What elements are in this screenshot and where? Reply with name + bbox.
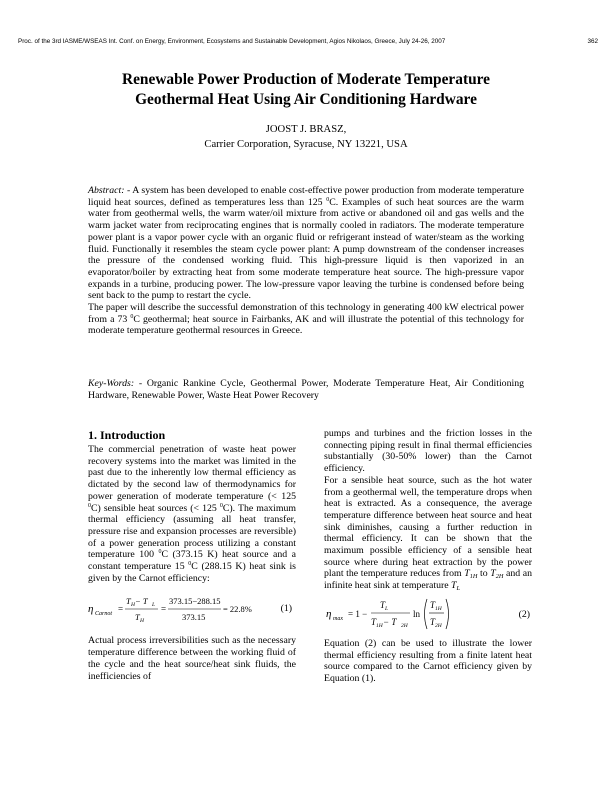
abstract-label: Abstract: [88, 185, 125, 196]
equation-1-graphic [88, 592, 258, 626]
svg-text:2H: 2H [401, 622, 408, 629]
equation-2-number: (2) [518, 608, 530, 620]
title-line-1: Renewable Power Production of Moderate Temperature [121, 71, 491, 88]
page-number: 362 [587, 38, 598, 45]
eq1-result: = 22.8% [223, 604, 252, 615]
eq1-eta: η [88, 603, 94, 616]
keywords-text: - Organic Rankine Cycle, Geothermal Power, Moderate Temperature Heat, Air Conditioning Hardware, Renewable Power, Waste Heat Power Recovery [88, 378, 524, 401]
svg-text:T: T [380, 599, 386, 610]
svg-text:1H: 1H [376, 622, 383, 629]
header-citation: Proc. of the 3rd IASME/WSEAS Int. Conf. on Energy, Environment, Ecosystems and Sustainable Development, Agios Nikolaos, Greece, July 24-26, 2007 [18, 38, 446, 45]
abstract [88, 185, 524, 337]
svg-text:1H: 1H [435, 605, 442, 612]
intro-paragraph-2: Actual process irreversibilities such as the necessary temperature difference between the working fluid of the cycle and the heat source/heat sink fluids, the inefficiencies of [88, 635, 296, 682]
svg-text:T: T [430, 616, 436, 627]
abstract-paragraph-2: The paper will describe the successful demonstration of this technology in generating 400 kW electrical power from a 73 $^0$C geothermal; heat source in Fairbanks, AK and will illustrate the potential of this technology for moderate temperature geothermal resources in Greece. [88, 302, 524, 337]
svg-text:L: L [385, 605, 389, 612]
svg-text:2H: 2H [435, 622, 442, 629]
eq2-ln: ln [413, 608, 421, 619]
right-paragraph-3: Equation (2) can be used to illustrate the lower thermal efficiency resulting from a finite latent heat source compared to the Carnot efficiency given by Equation (1). [324, 637, 532, 684]
svg-text:= 1 −: = 1 − [348, 608, 368, 619]
equation-1-number: (1) [280, 603, 292, 615]
running-header [18, 38, 598, 45]
paper-title [40, 70, 572, 110]
svg-text:T: T [430, 599, 436, 610]
abstract-paragraph-1: Abstract: - A system has been developed to enable cost-effective power production from moderate temperature liquid heat sources, defined as temperatures less than 125 $^0$C. Examples of such heat sources are the warm water from geothermal wells, the warm water/oil mixture from active or abandoned oil and gas wells and the warm jacket water from reciprocating engines that is normally cooled in radiators. The moderate temperature power plant is a vapor power cycle with an organic fluid or refrigerant instead of water/steam as the working fluid. Functionally it resembles the steam cycle power plant: A pump downstream of the condenser increases the pressure of the condensed working fluid. This high-pressure liquid is then vaporized in an evaporator/boiler by extracting heat from some moderate temperature heat source. The high-pressure vapor expands in a turbine, producing power. The low-pressure vapor leaving the turbine is condensed before being sent back to the pump to restart the cycle. [88, 185, 524, 302]
equation-2-graphic [324, 596, 494, 632]
svg-text:T: T [371, 616, 377, 627]
intro-paragraph-1: The commercial penetration of waste heat power recovery systems into the market was limited in the past due to the inherently low thermal efficiency as dictated by the second law of thermodynamics for power generation of moderate temperature (< 125 $^0$C) sensible heat sources (< 125 $^0$C). The maximum thermal efficiency (assuming all heat transfer, pressure rise and expansion processes are reversible) of a power generation process utilizing a constant temperature 100 $^0$C (373.15 K) heat source and a constant temperature 15 $^0$C (288.15 K) heat sink is given by the Carnot efficiency: [88, 444, 297, 584]
title-line-2: Geothermal Heat Using Air Conditioning Hardware [135, 91, 477, 108]
svg-text:T: T [126, 596, 131, 607]
keywords [88, 378, 524, 401]
author-name: JOOST J. BRASZ, [265, 124, 347, 135]
keywords-label: Key-Words: [88, 378, 135, 389]
eq2-left-paren [425, 599, 428, 629]
section-heading: 1. Introduction [88, 428, 166, 442]
eq2-eta: η [326, 607, 332, 620]
svg-text:=: = [118, 604, 124, 615]
svg-text:373.15: 373.15 [182, 612, 206, 623]
svg-text:max: max [333, 615, 343, 622]
svg-text:L: L [152, 602, 156, 609]
equation-1 [88, 592, 296, 626]
svg-text:− T: − T [135, 596, 148, 607]
eq1-numerals: 373.15−288.15 [169, 596, 221, 607]
svg-text:=: = [161, 604, 167, 615]
right-column [324, 428, 532, 685]
left-column [88, 427, 296, 682]
right-paragraph-2: For a sensible heat source, such as the hot water from a geothermal well, the temperature drops when heat is extracted. As a consequence, the average temperature difference between heat source and heat sink diminishes, causing a further reduction in thermal efficiency. It can be shown that the maximum possible efficiency of a sensible heat source where during heat extraction by the power plant the temperature reduces from $T_{1H}$ to $T_{2H}$ and an infinite heat sink at temperature $T_L$ [324, 474, 532, 593]
svg-text:H: H [140, 618, 144, 625]
svg-text:− T: − T [383, 616, 397, 627]
svg-text:T: T [135, 612, 140, 623]
right-paragraph-1: pumps and turbines and the friction losses in the connecting piping result in final thermal efficiencies substantially (30-50% lower) than the Carnot efficiency. [324, 428, 532, 475]
eq2-right-paren [446, 599, 449, 629]
svg-text:H: H [131, 602, 135, 609]
eq1-eta-sub: Carnot [95, 611, 113, 618]
author-affiliation: Carrier Corporation, Syracuse, NY 13221, USA [204, 139, 408, 150]
equation-2 [324, 596, 532, 632]
